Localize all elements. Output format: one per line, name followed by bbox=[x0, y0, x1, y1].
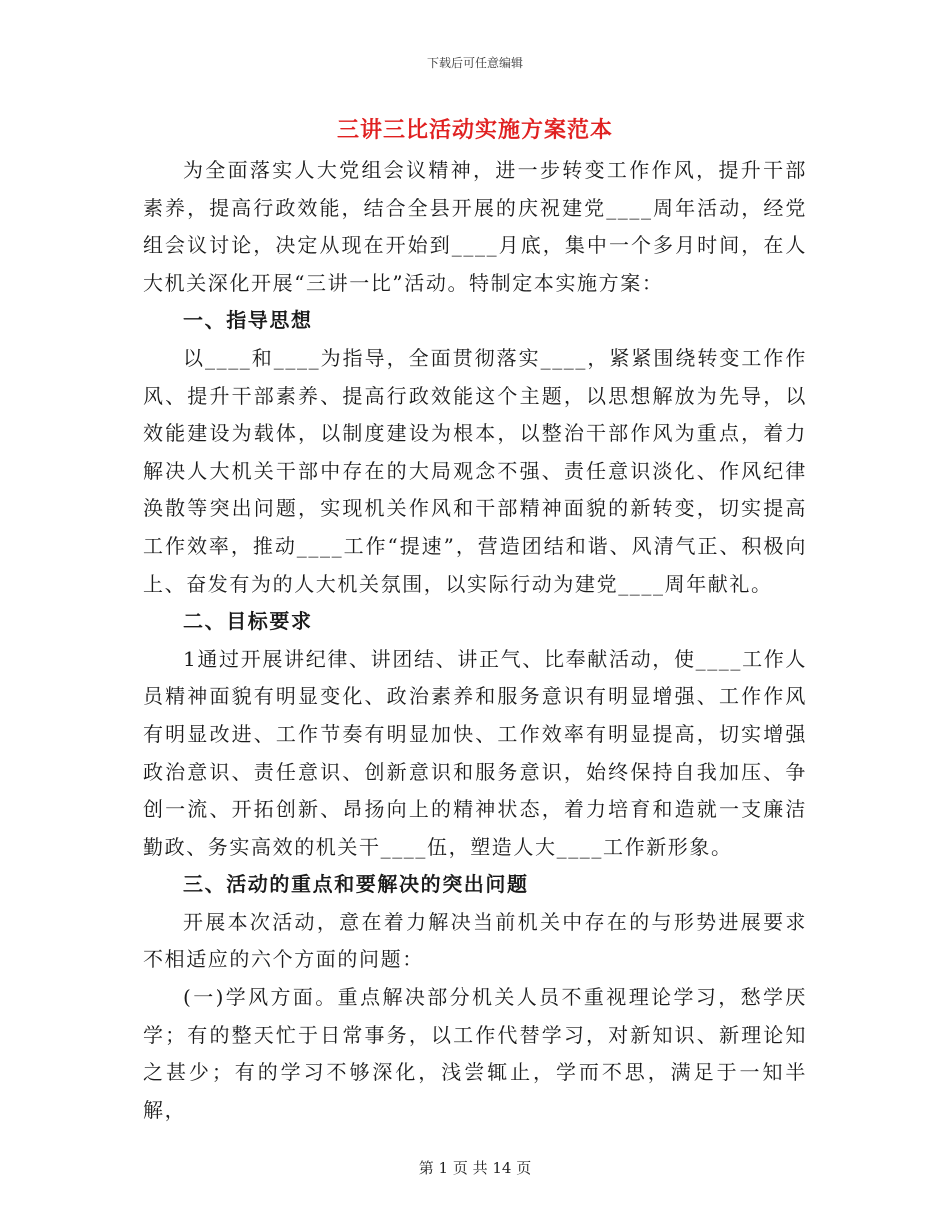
intro-paragraph: 为全面落实人大党组会议精神，进一步转变工作作风，提升干部素养，提高行政效能，结合全县开展的庆祝建党____周年活动，经党组会议讨论，决定从现在开始到____月底，集中一个多月时间，在人大机关深化开展“三讲一比”活动。特制定本实施方案： bbox=[143, 158, 807, 295]
section-paragraph-goals: 1通过开展讲纪律、讲团结、讲正气、比奉献活动，使____工作人员精神面貌有明显变化、政治素养和服务意识有明显增强、工作作风有明显改进、工作节奏有明显加快、工作效率有明显提高，切实增强政治意识、责任意识、创新意识和服务意识，始终保持自我加压、争创一流、开拓创新、昂扬向上的精神状态，着力培育和造就一支廉洁勤政、务实高效的机关干____伍，塑造人大____工作新形象。 bbox=[143, 646, 807, 859]
list-item-study-style: (一)学风方面。重点解决部分机关人员不重视理论学习，愁学厌学；有的整天忙于日常事务，以工作代替学习，对新知识、新理论知之甚少；有的学习不够深化，浅尝辄止，学而不思，满足于一知半解， bbox=[143, 985, 807, 1122]
section-paragraph-key-issues: 开展本次活动，意在着力解决当前机关中存在的与形势进展要求不相适应的六个方面的问题： bbox=[143, 909, 807, 972]
section-heading-key-issues: 三、活动的重点和要解决的突出问题 bbox=[183, 872, 529, 897]
document-body bbox=[143, 152, 807, 1129]
document-title: 三讲三比活动实施方案范本 bbox=[336, 117, 613, 143]
page-header-note: 下载后可任意编辑 bbox=[426, 56, 523, 70]
section-heading-goals: 二、目标要求 bbox=[183, 609, 313, 634]
section-paragraph-guiding-ideology: 以____和____为指导，全面贯彻落实____，紧紧围绕转变工作作风、提升干部素养、提高行政效能这个主题，以思想解放为先导，以效能建设为载体，以制度建设为根本，以整治干部作风为重点，着力解决人大机关干部中存在的大局观念不强、责任意识淡化、作风纪律涣散等突出问题，实现机关作风和干部精神面貌的新转变，切实提高工作效率，推动____工作“提速”，营造团结和谐、风清气正、积极向上、奋发有为的人大机关氛围，以实际行动为建党____周年献礼。 bbox=[143, 345, 807, 596]
section-heading-guiding-ideology: 一、指导思想 bbox=[183, 308, 313, 333]
page-number-footer: 第 1 页 共 14 页 bbox=[418, 1159, 532, 1177]
